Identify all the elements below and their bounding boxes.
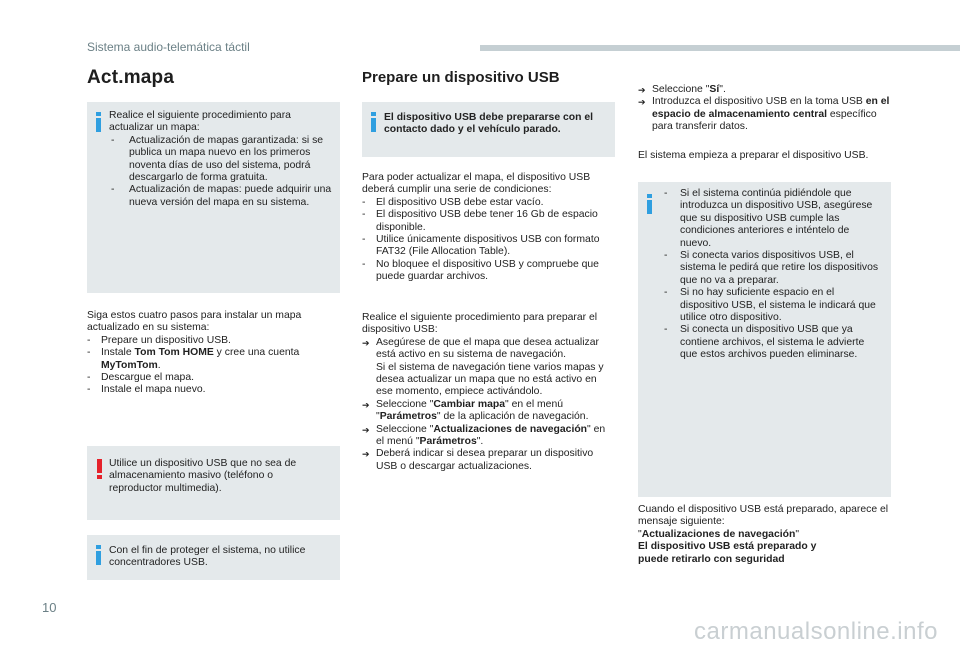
arrow-bullet-icon: ➔ — [638, 97, 646, 108]
bold-text: Parámetros — [419, 436, 477, 448]
text: ". — [719, 84, 726, 95]
list-item — [109, 184, 332, 209]
bullet-dash: - — [362, 196, 366, 208]
text: " en el menú " — [376, 398, 564, 423]
arrow-bullet-icon: ➔ — [362, 399, 370, 410]
column-3 — [638, 84, 891, 565]
bullet-dash: - — [664, 188, 668, 199]
ready-message-block — [638, 504, 891, 566]
list-item-text: Si el sistema continúa pidiéndole que introduzca un dispositivo USB, asegúrese que su dispositivo USB cumple las condiciones anteriores e inténtelo de nuevo. — [680, 188, 873, 249]
page-number: 10 — [42, 600, 57, 615]
bold-text: Actualizaciones de navegación — [433, 423, 588, 435]
ready-intro: Cuando el dispositivo USB está preparado, aparece el mensaje siguiente: — [638, 504, 889, 528]
list-item-text: Si no hay suficiente espacio en el dispositivo USB, el sistema le indicará que utilice otro dispositivo. — [680, 287, 876, 324]
warning-box — [87, 446, 340, 520]
list-item — [638, 96, 891, 133]
bold-text: Sí — [709, 84, 720, 95]
arrow-bullet-icon: ➔ — [362, 424, 370, 435]
list-item-text: El dispositivo USB debe tener 16 Gb de espacio disponible. — [376, 209, 598, 233]
info-box-usb-hub — [87, 535, 340, 580]
list-item-text: Asegúrese de que el mapa que desea actualizar está activo en su sistema de navegación. — [376, 336, 599, 361]
bold-text: en el espacio de almacenamiento central — [652, 96, 890, 120]
list-item — [362, 209, 615, 234]
list-item — [362, 337, 615, 399]
bold-text: Actualizaciones de navegación — [641, 528, 796, 540]
list-item-text: Actualización de mapas: puede adquirir una nueva versión del mapa en su sistema. — [129, 184, 332, 208]
ready-message-line2: El dispositivo USB está preparado y puede retirarlo con seguridad — [638, 541, 817, 565]
list-item-text: Si conecta un dispositivo USB que ya contiene archivos, el sistema le advierte que estos archivos pueden eliminarse. — [680, 324, 865, 361]
header-bar — [480, 45, 960, 51]
conditions-intro: Para poder actualizar el mapa, el dispositivo USB deberá cumplir una serie de condiciones: — [362, 172, 591, 196]
text: " en el menú " — [376, 423, 606, 448]
arrow-bullet-icon: ➔ — [362, 449, 370, 460]
text: Introduzca el dispositivo USB en la toma USB — [652, 96, 866, 108]
steps-intro: Siga estos cuatro pasos para instalar un mapa actualizado en su sistema: — [87, 310, 302, 334]
text: Seleccione " — [376, 398, 434, 410]
list-item — [362, 197, 615, 209]
info-box-usb-prep — [362, 102, 615, 157]
info-text: Con el fin de proteger el sistema, no utilice concentradores USB. — [109, 545, 306, 569]
list-item-text: Actualización de mapas garantizada: si se publica un mapa nuevo en los primeros noventa días de uso del sistema, podrá descargarlo de forma gratuita. — [129, 134, 324, 184]
text: Instale — [101, 347, 135, 359]
procedure-block — [362, 312, 615, 473]
list-item — [362, 234, 615, 259]
bold-text: MyTomTom — [101, 359, 158, 371]
bullet-dash: - — [664, 287, 668, 299]
info-text-bold: El dispositivo USB debe prepararse con el contacto dado y el vehículo parado. — [384, 112, 594, 136]
text: y cree una cuenta — [213, 347, 300, 359]
bullet-dash: - — [362, 234, 366, 246]
bullet-dash: - — [111, 184, 115, 196]
info-box-troubleshooting — [638, 182, 891, 497]
list-item — [362, 448, 615, 473]
procedure-intro: Realice el siguiente procedimiento para preparar el dispositivo USB: — [362, 312, 598, 336]
section-title: Prepare un dispositivo USB — [362, 69, 560, 86]
list-item — [87, 372, 340, 384]
list-item — [109, 135, 332, 185]
text: . — [157, 359, 161, 371]
list-item — [362, 259, 615, 284]
conditions-block — [362, 172, 615, 284]
page-title: Act.mapa — [87, 67, 175, 88]
list-item-text: Si conecta varios dispositivos USB, el sistema le pedirá que retire los dispositivos que no va a preparar. — [680, 250, 879, 286]
list-item-text: Prepare un dispositivo USB. — [101, 334, 231, 346]
column-1 — [87, 66, 340, 569]
arrow-bullet-icon: ➔ — [638, 85, 646, 95]
list-item-text: Deberá indicar si desea preparar un dispositivo USB o descargar actualizaciones. — [376, 448, 594, 472]
ready-message-line1 — [638, 529, 891, 541]
watermark: carmanualsonline.info — [694, 618, 938, 645]
list-item-text: No bloquee el dispositivo USB y compruebe que puede guardar archivos. — [376, 258, 599, 283]
bold-text: Tom Tom HOME — [134, 347, 214, 359]
text: ". — [476, 436, 484, 448]
list-item — [87, 335, 340, 347]
bullet-dash: - — [87, 384, 91, 396]
list-item-text: El dispositivo USB debe estar vacío. — [376, 196, 544, 208]
bullet-dash: - — [87, 334, 91, 346]
list-item — [638, 84, 891, 96]
column-2 — [362, 66, 615, 472]
bold-text: Cambiar mapa — [433, 398, 506, 410]
bold-text: Parámetros — [379, 411, 437, 423]
list-item — [660, 188, 883, 250]
text: Seleccione " — [376, 423, 434, 435]
text: " — [638, 528, 642, 540]
bullet-dash: - — [664, 324, 668, 336]
list-item — [660, 287, 883, 324]
bullet-dash: - — [87, 347, 91, 359]
install-steps — [87, 310, 340, 397]
header-section-title: Sistema audio-telemática táctil — [87, 40, 250, 54]
text: " de la aplicación de navegación. — [436, 411, 589, 423]
list-item-text: Descargue el mapa. — [101, 372, 194, 384]
bullet-dash: - — [87, 372, 91, 384]
bullet-dash: - — [664, 250, 668, 262]
arrow-bullet-icon: ➔ — [362, 337, 370, 348]
text: específico para transferir datos. — [652, 108, 877, 133]
list-item-text: Instale el mapa nuevo. — [101, 384, 206, 396]
bullet-dash: - — [362, 209, 366, 221]
info-box-map-update — [87, 102, 340, 293]
text: Seleccione " — [652, 84, 710, 95]
list-item — [87, 347, 340, 372]
box-intro: Realice el siguiente procedimiento para actualizar un mapa: — [109, 110, 291, 134]
list-item — [362, 399, 615, 424]
list-item — [362, 424, 615, 449]
bullet-dash: - — [362, 258, 366, 270]
text: " — [795, 528, 800, 540]
list-item-text: Si el sistema de navegación tiene varios mapas y desea actualizar un mapa que no está activo en ese momento, empiece activándolo. — [376, 361, 604, 398]
list-item — [87, 384, 340, 396]
warning-text: Utilice un dispositivo USB que no sea de almacenamiento masivo (teléfono o reproductor multimedia). — [109, 458, 297, 494]
bullet-dash: - — [111, 134, 115, 146]
list-item — [660, 250, 883, 287]
preparing-text: El sistema empieza a preparar el dispositivo USB. — [638, 149, 869, 161]
list-item-text: Utilice únicamente dispositivos USB con formato FAT32 (File Allocation Table). — [376, 234, 600, 258]
list-item — [660, 324, 883, 361]
